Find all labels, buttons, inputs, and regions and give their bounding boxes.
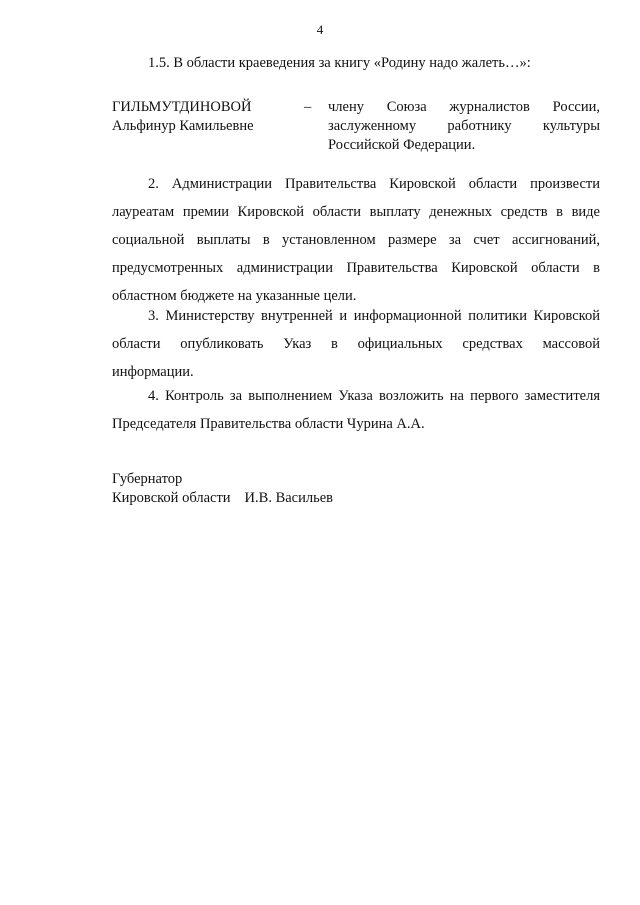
awardee-given-names: Альфинур Камильевне [112,118,254,134]
paragraph-line: информации. [112,364,194,380]
awardee-dash: – [304,99,312,115]
paragraph-line: 4. Контроль за выполнением Указа возложить на первого заместителя [148,388,600,404]
signature-title-line1: Губернатор [112,471,183,487]
section-heading: 1.5. В области краеведения за книгу «Родину надо жалеть…»: [148,55,531,71]
paragraph-line: 2. Администрации Правительства Кировской области произвести [148,176,600,192]
awardee-description [328,98,600,155]
awardee-surname: ГИЛЬМУТДИНОВОЙ [112,99,252,115]
paragraph-3 [112,302,600,386]
paragraph-4 [112,382,600,438]
awardee-name [112,98,292,136]
paragraph-line: области опубликовать Указ в официальных средствах массовой [112,336,600,352]
signature-title-line2: Кировской области [112,490,231,506]
signature-block [112,470,333,508]
paragraph-line: предусмотренных администрации Правительства Кировской области в [112,260,600,276]
paragraph-line: областном бюджете на указанные цели. [112,288,357,304]
awardee-description-line: члену Союза журналистов России, [328,99,600,115]
page-number: 4 [316,22,324,37]
paragraph-line: лауреатам премии Кировской области выплату денежных средств в виде [112,204,600,220]
awardee-description-line: Российской Федерации. [328,137,476,153]
paragraph-line: Председателя Правительства области Чурина А.А. [112,416,425,432]
paragraph-2 [112,170,600,310]
signatory-name: И.В. Васильев [244,490,333,506]
paragraph-line: 3. Министерству внутренней и информационной политики Кировской [148,308,600,324]
awardee-description-line: заслуженному работнику культуры [328,118,600,134]
paragraph-line: социальной выплаты в установленном размере за счет ассигнований, [112,232,600,248]
